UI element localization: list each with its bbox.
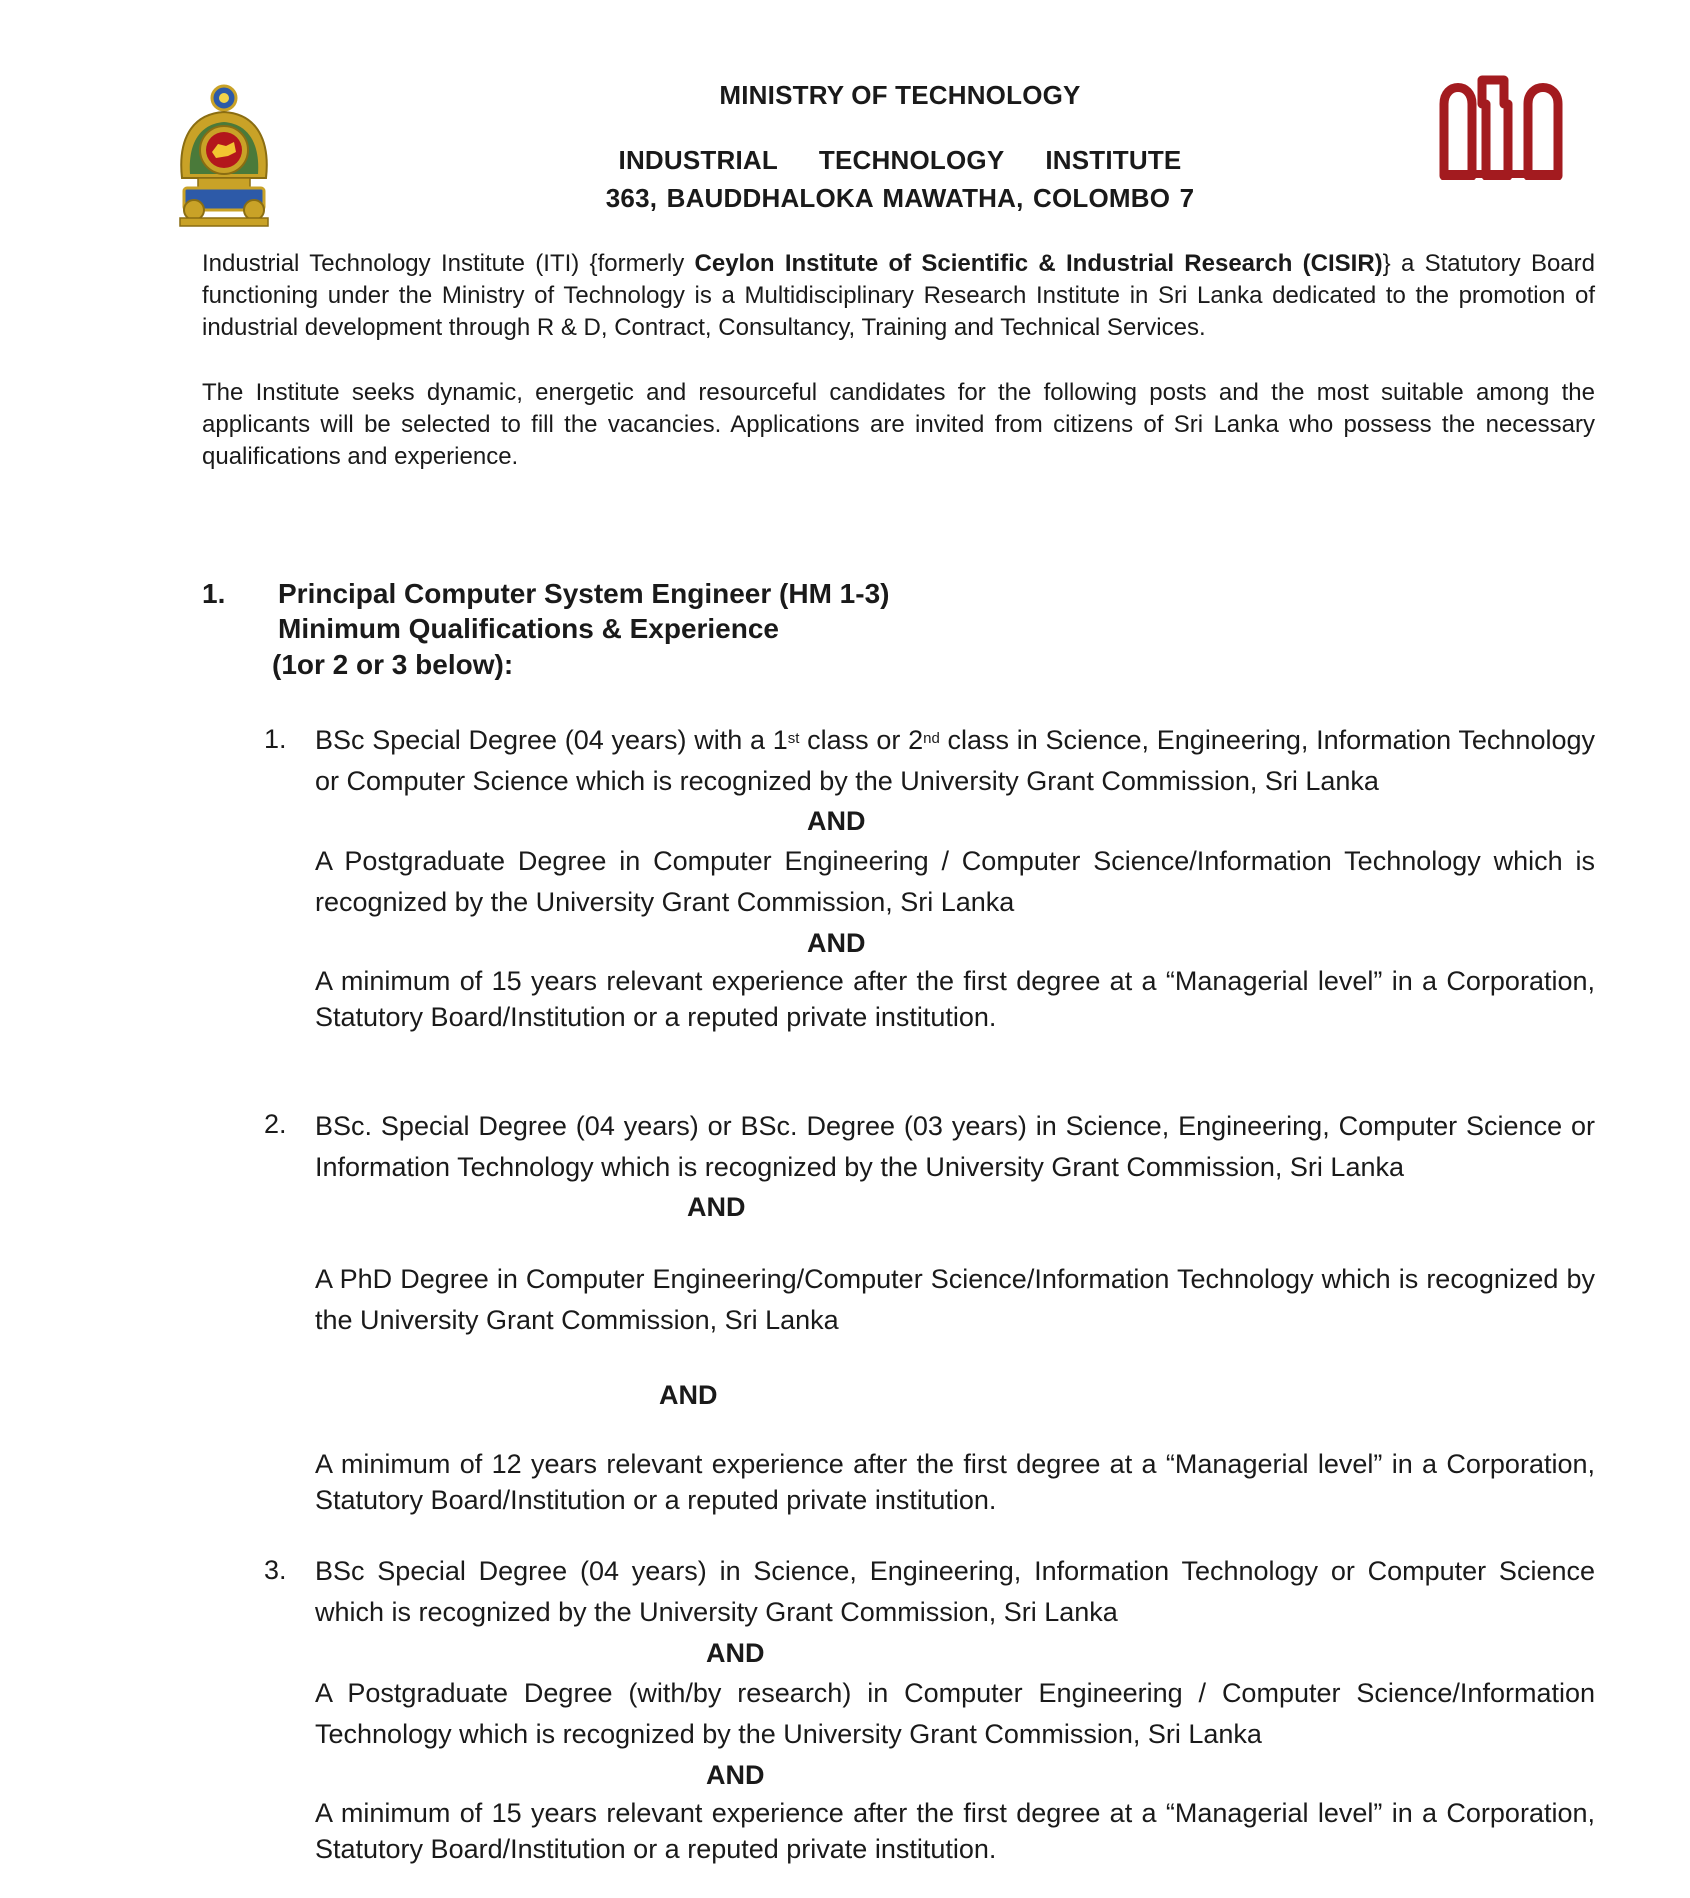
item-3-degree: BSc Special Degree (04 years) in Science, Engineering, Information Technology or Computer Science which is recognized by the University Grant Commission, Sri Lanka: [315, 1556, 1595, 1627]
item-number: 3.: [264, 1555, 287, 1585]
item-number: 2.: [264, 1109, 287, 1139]
institute-address: 363, BAUDDHALOKA MAWATHA, COLOMBO 7: [605, 183, 1195, 213]
institute-title: INDUSTRIAL TECHNOLOGY INSTITUTE: [618, 145, 1182, 175]
item-3-postgraduate: A Postgraduate Degree (with/by research) in Computer Engineering / Computer Science/Information Technology which is recognized by the University Grant Commission, Sri Lanka: [315, 1678, 1595, 1749]
qualifications-note: (1or 2 or 3 below):: [272, 649, 514, 680]
ordinal-suffix: nd: [923, 730, 940, 747]
and-connector: AND: [687, 1192, 746, 1222]
item-2-experience: A minimum of 12 years relevant experience after the first degree at a “Managerial level” in a Corporation, Statutory Board/Institution or a reputed private institution.: [315, 1449, 1595, 1515]
sri-lanka-emblem-icon: [168, 82, 280, 230]
item-number: 1.: [264, 724, 287, 754]
intro-paragraph-1: [202, 248, 1595, 344]
ordinal-suffix: st: [787, 730, 800, 747]
ministry-title: MINISTRY OF TECHNOLOGY: [719, 80, 1081, 110]
intro-former-name: Ceylon Institute of Scientific & Industrial Research (CISIR): [694, 250, 1383, 277]
degree-text: class or 2: [799, 725, 924, 755]
degree-text: BSc Special Degree (04 years) with a 1: [315, 725, 788, 755]
item-2-phd: A PhD Degree in Computer Engineering/Computer Science/Information Technology which is recognized by the University Grant Commission, Sri Lanka: [315, 1264, 1595, 1335]
iti-logo-icon: [1438, 70, 1564, 180]
item-1-degree: [315, 720, 1595, 802]
and-connector: AND: [659, 1380, 718, 1410]
item-1-postgraduate: A Postgraduate Degree in Computer Engineering / Computer Science/Information Technology which is recognized by the University Grant Commission, Sri Lanka: [315, 846, 1595, 917]
section-number: 1.: [202, 578, 226, 609]
and-connector: AND: [706, 1638, 765, 1668]
and-connector: AND: [807, 928, 866, 958]
and-connector: AND: [706, 1760, 765, 1790]
post-title: Principal Computer System Engineer (HM 1-3): [278, 578, 890, 609]
intro-text: Industrial Technology Institute (ITI) {formerly: [202, 250, 695, 277]
item-3-experience: A minimum of 15 years relevant experience after the first degree at a “Managerial level” in a Corporation, Statutory Board/Institution or a reputed private institution.: [315, 1798, 1595, 1864]
item-1-experience: A minimum of 15 years relevant experience after the first degree at a “Managerial level” in a Corporation, Statutory Board/Institution or a reputed private institution.: [315, 966, 1595, 1032]
intro-text: } a Statutory Board functioning under the Ministry of Technology is a Multidisciplinary Research Institute in Sri Lanka dedicated to the promotion of industrial development through R & D, Contract, Consultancy, Training and Technical Services.: [202, 250, 1595, 341]
item-2-degree: BSc. Special Degree (04 years) or BSc. Degree (03 years) in Science, Engineering, Computer Science or Information Technology which is recognized by the University Grant Commission, Sri Lanka: [315, 1111, 1595, 1182]
qualifications-heading: Minimum Qualifications & Experience: [278, 613, 780, 644]
and-connector: AND: [807, 806, 866, 836]
intro-paragraph-2: The Institute seeks dynamic, energetic and resourceful candidates for the following posts and the most suitable among the applicants will be selected to fill the vacancies. Applications are invited from citizens of Sri Lanka who possess the necessary qualifications and experience.: [202, 379, 1595, 470]
degree-text: class in Science, Engineering, Information Technology or Computer Science which is recognized by the University Grant Commission, Sri Lanka: [315, 725, 1595, 796]
